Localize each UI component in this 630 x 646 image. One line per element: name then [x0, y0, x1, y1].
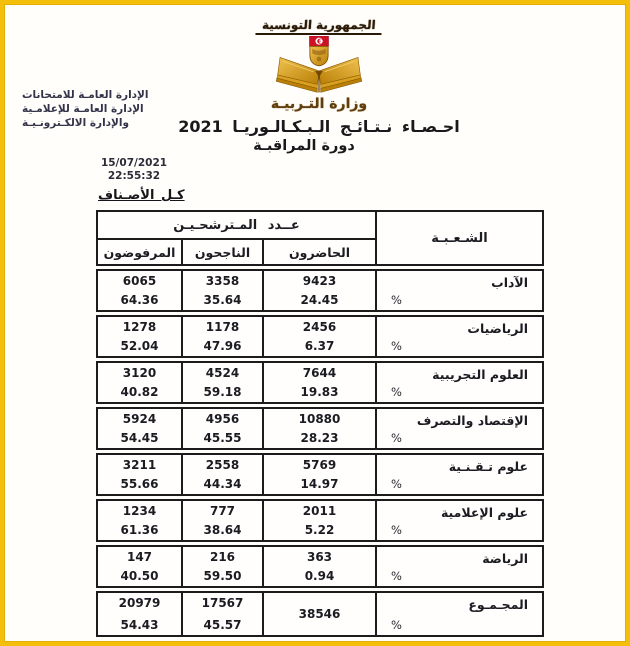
table-body: [96, 269, 544, 637]
present-percent: 28.23: [300, 431, 339, 445]
percent-symbol: %: [391, 477, 402, 491]
passed-column-header: الناجحون: [181, 240, 264, 264]
branch-name: المجـمـوع: [468, 597, 528, 612]
present-cell: [264, 363, 375, 402]
admin-line-2: الإدارة العامـة للإعلامـية: [22, 103, 144, 115]
percent-symbol: %: [391, 523, 402, 537]
present-count: 2456: [302, 320, 337, 334]
percent-symbol: %: [391, 339, 402, 353]
passed-cell: [181, 501, 264, 540]
present-percent: 0.94: [304, 569, 335, 583]
table-row: [96, 591, 544, 637]
ministry-calligraphy: وزارة التـربيـة: [270, 96, 368, 112]
branch-name: علوم تـقـنـية: [448, 459, 528, 474]
passed-percent: 38.64: [203, 523, 242, 537]
coat-of-arms-and-open-book-icon: [259, 36, 379, 98]
branch-name: الرياضيات: [467, 321, 528, 336]
present-count: 7644: [302, 366, 337, 380]
shield-icon: [310, 46, 328, 65]
passed-cell: [181, 593, 264, 635]
passed-percent: 59.18: [203, 385, 242, 399]
branch-name: العلوم التجريبية: [432, 367, 528, 382]
table-row: [96, 269, 544, 312]
percent-symbol: %: [391, 385, 402, 399]
passed-count: 3358: [205, 274, 240, 288]
passed-cell: [181, 317, 264, 356]
present-count: 5769: [302, 458, 337, 472]
present-percent: 24.45: [300, 293, 339, 307]
results-table: [96, 210, 544, 640]
present-column-header: الحاضرون: [289, 244, 350, 260]
table-row: [96, 545, 544, 588]
branch-name: علوم الإعلامية: [440, 505, 528, 520]
rejected-cell: [98, 455, 181, 494]
table-row: [96, 499, 544, 542]
passed-percent: 47.96: [203, 339, 242, 353]
admin-line-1: الإدارة العامـة للامتحانات: [22, 89, 149, 101]
tunisia-emblem: [239, 14, 399, 112]
tunisian-flag-icon: [309, 36, 328, 46]
passed-percent: 44.34: [203, 477, 242, 491]
branch-cell: [375, 547, 542, 586]
present-cell: [264, 409, 375, 448]
branch-cell: [375, 455, 542, 494]
rejected-count: 147: [126, 550, 153, 564]
rejected-column-header: المرفوضون: [103, 244, 176, 260]
present-percent: 19.83: [300, 385, 339, 399]
passed-percent: 45.57: [203, 618, 242, 632]
rejected-count: 20979: [118, 596, 161, 610]
present-cell: [264, 455, 375, 494]
rejected-percent: 40.50: [120, 569, 159, 583]
rejected-count: 3120: [122, 366, 157, 380]
passed-count: 2558: [205, 458, 240, 472]
rejected-percent: 55.66: [120, 477, 159, 491]
rejected-cell: [98, 593, 181, 635]
passed-count: 216: [209, 550, 236, 564]
passed-percent: 45.55: [203, 431, 242, 445]
present-cell: [264, 593, 375, 635]
admin-line-3: والإدارة الالكـترونـيـة: [22, 117, 130, 129]
passed-cell: [181, 455, 264, 494]
branch-name: الآداب: [491, 275, 528, 290]
page-title: احـصـاء نـتـائـج الـبـكـالـوريـا 2021: [178, 117, 460, 136]
rejected-percent: 61.36: [120, 523, 159, 537]
present-count: 10880: [298, 412, 341, 426]
passed-count: 4524: [205, 366, 240, 380]
present-percent: 6.37: [304, 339, 335, 353]
rejected-cell: [98, 271, 181, 310]
passed-cell: [181, 363, 264, 402]
passed-cell: [181, 547, 264, 586]
present-count: 2011: [302, 504, 337, 518]
rejected-count: 5924: [122, 412, 157, 426]
rejected-cell: [98, 363, 181, 402]
passed-count: 4956: [205, 412, 240, 426]
rejected-cell: [98, 547, 181, 586]
table-row: [96, 315, 544, 358]
rejected-count: 3211: [122, 458, 157, 472]
present-percent: 5.22: [304, 523, 335, 537]
rejected-count: 1278: [122, 320, 157, 334]
rejected-percent: 40.82: [120, 385, 159, 399]
present-percent: 14.97: [300, 477, 339, 491]
page-subtitle: دورة المراقبـة: [253, 138, 355, 154]
branch-cell: [375, 409, 542, 448]
category-filter-label: كـل الأصـناف: [98, 188, 185, 203]
rejected-count: 1234: [122, 504, 157, 518]
rejected-count: 6065: [122, 274, 157, 288]
present-count: 9423: [302, 274, 337, 288]
candidates-group-header: [98, 212, 375, 264]
print-date: 15/07/2021: [100, 157, 168, 169]
branch-cell: [375, 363, 542, 402]
rejected-cell: [98, 317, 181, 356]
table-row: [96, 361, 544, 404]
present-count: 38546: [298, 607, 341, 621]
present-count: 363: [306, 550, 333, 564]
table-row: [96, 453, 544, 496]
percent-symbol: %: [391, 618, 402, 632]
passed-percent: 35.64: [203, 293, 242, 307]
percent-symbol: %: [391, 431, 402, 445]
branch-name: الرياضة: [482, 551, 528, 566]
present-cell: [264, 547, 375, 586]
branch-cell: [375, 501, 542, 540]
passed-percent: 59.50: [203, 569, 242, 583]
rejected-percent: 64.36: [120, 293, 159, 307]
percent-symbol: %: [391, 569, 402, 583]
rejected-percent: 52.04: [120, 339, 159, 353]
rejected-cell: [98, 409, 181, 448]
rejected-percent: 54.43: [120, 618, 159, 632]
percent-symbol: %: [391, 293, 402, 307]
branch-column-header: الشـعـبـة: [375, 212, 542, 264]
passed-cell: [181, 271, 264, 310]
present-cell: [264, 271, 375, 310]
rejected-cell: [98, 501, 181, 540]
passed-count: 777: [209, 504, 236, 518]
candidates-count-header: عــدد المـترشحـيـن: [98, 212, 375, 240]
print-time: 22:55:32: [107, 170, 161, 182]
passed-count: 1178: [205, 320, 240, 334]
table-header: [96, 210, 544, 266]
present-cell: [264, 501, 375, 540]
print-datetime: [96, 157, 172, 183]
branch-cell: [375, 271, 542, 310]
table-row: [96, 407, 544, 450]
branch-cell: [375, 593, 542, 635]
branch-name: الإقتصاد والتصرف: [416, 413, 528, 428]
present-cell: [264, 317, 375, 356]
rejected-percent: 54.45: [120, 431, 159, 445]
branch-cell: [375, 317, 542, 356]
passed-cell: [181, 409, 264, 448]
republic-calligraphy: الجمهورية التونسية: [256, 18, 383, 35]
passed-count: 17567: [201, 596, 244, 610]
